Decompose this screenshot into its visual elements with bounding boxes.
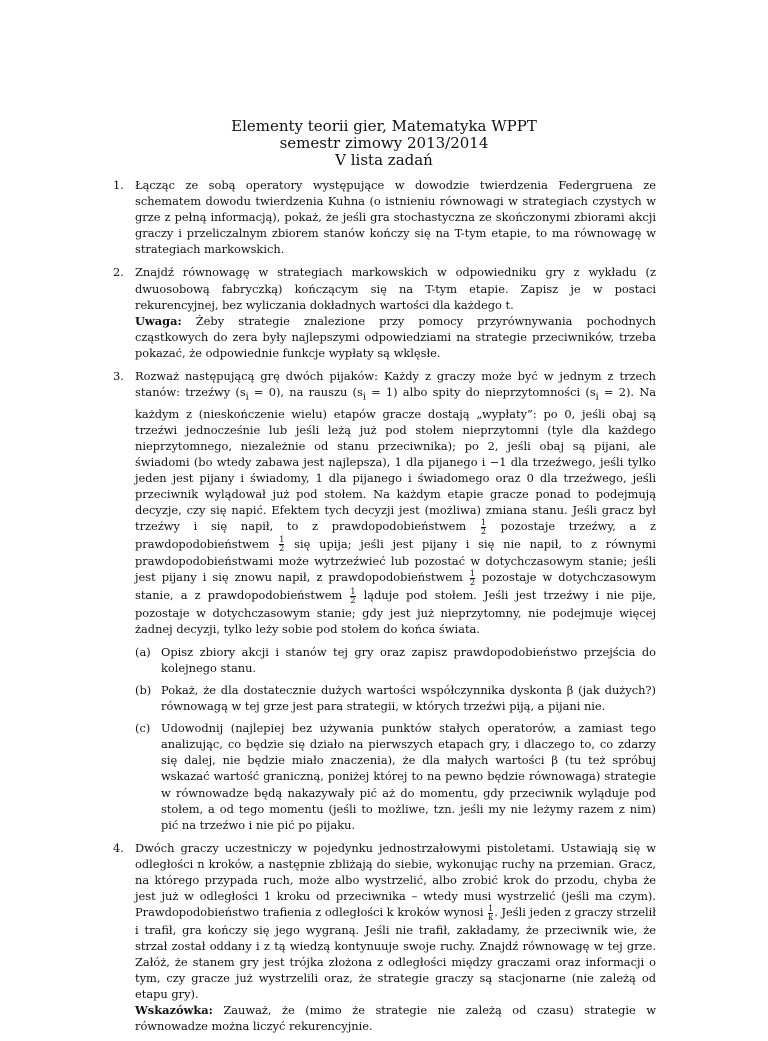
- text-segment: = 0), na rauszu (s: [248, 385, 363, 400]
- fraction-half: $\frac{1}{2}$: [480, 517, 486, 536]
- text-segment: pozostaje w dotychczasowym stanie, a z prawdopodobieństwem: [135, 570, 657, 603]
- subproblem-label: (c): [135, 721, 151, 736]
- problem-1: [113, 177, 656, 257]
- text-segment: ląduje pod stołem. Jeśli jest trzeźwy i nie pije, pozostaje w dotychczasowym stanie; gdy jest już nieprzytomny, nie podejmuje więcej żadnej decyzji, tylko leży sobie pod stołem do końca świata.: [135, 588, 657, 636]
- subproblem-text: Udowodnij (najlepiej bez używania punktów stałych operatorów, a zamiast tego analizując, co będzie się działo na pierwszych etapach gry, i dlaczego to, co zdarzy się dalej, nie będzie miało znaczenia), że dla małych wartości β (tu też spróbuj wskazać wartość graniczną, poniżej której to na pewno będzie równowaga) strategie w równowadze będą nakazywały pić aż do momentu, gdy przeciwnik wyląduje pod stołem, a od tego momentu (jeśli to możliwe, tzn. jeśli my nie leżymy razem z nim) pić na trzeźwo i nie pić po pijaku.: [161, 721, 656, 832]
- list-title: V lista zadań: [335, 151, 433, 169]
- course-title: Elementy teorii gier, Matematyka WPPT: [231, 117, 537, 135]
- problem-note: [135, 313, 656, 361]
- problem-text: [135, 368, 656, 637]
- problem-number: 3.: [113, 369, 124, 384]
- problem-hint: [135, 1002, 656, 1034]
- semester: semestr zimowy 2013/2014: [279, 134, 489, 152]
- problem-number: 2.: [113, 265, 124, 280]
- text-segment: Rozważ następującą grę dwóch pijaków: Każdy z graczy może być w jednym z trzech stanów: trzeźwy (s: [135, 369, 656, 400]
- problem-text: Znajdź równowagę w strategiach markowskich w odpowiedniku gry z wykładu (z dwuosobową fabryczką) kończącym się na T-tym etapie. Zapisz je w postaci rekurencyjnej, bez wyliczania dokładnych wartości dla każdego t.: [135, 265, 656, 312]
- problem-text: Łącząc ze sobą operatory występujące w dowodzie twierdzenia Federgruena ze schematem dowodu twierdzenia Kuhna (o istnieniu równowagi w strategiach czystych w grze z pełną informacją), pokaż, że jeśli gra stochastyczna ze skończonymi zbiorami akcji graczy i przeliczalnym zbiorem stanów kończy się na T-tym etapie, to ma równowagę w strategiach markowskich.: [135, 178, 656, 257]
- problem-text: [135, 840, 656, 1002]
- text-segment: = 1) albo spity do nieprzytomności (s: [365, 385, 596, 400]
- fraction-half: $\frac{1}{2}$: [350, 586, 356, 605]
- fraction-half: $\frac{1}{2}$: [469, 569, 475, 588]
- subproblem-label: (b): [135, 683, 152, 697]
- hint-label: Wskazówka:: [135, 1003, 213, 1018]
- text-segment: = 2). Na każdym z (nieskończenie wielu) etapów gracze dostają „wypłaty”: po 0, jeśli obaj są trzeźwi jednocześnie lub jeśli leżą już pod stołem nieprzytomni (tyle dla każdego nieprzytomnego, niezależnie od stanu przeciwnika); po 2, jeśli obaj są pijani, ale świadomi (bo wtedy zabawa jest najlepsza), 1 dla pijanego i −1 dla trzeźwego, jeśli tylko jeden jest pijany i świadomy, 1 dla pijanego i świadomego oraz 0 dla trzeźwego, jeśli przeciwnik wylądował już pod stołem. Na każdym etapie gracze ponad to podejmują decyzje, czy się napić. Efektem tych decyzji jest (możliwa) zmiana stanu. Jeśli gracz był trzeźwy i się napił, to z prawdopodobieństwem: [135, 385, 656, 534]
- fraction-one-over-k: $\frac{1}{k}$: [488, 903, 494, 922]
- problem-list: [113, 177, 656, 1041]
- subproblem-c: [135, 720, 656, 833]
- note-text: Żeby strategie znalezione przy pomocy przyrównywania pochodnych cząstkowych do zera były najlepszymi odpowiedziami na strategie przeciwników, trzeba pokazać, że odpowiednie funkcje wypłaty są wklęsłe.: [135, 313, 656, 360]
- subproblem-text: Opisz zbiory akcji i stanów tej gry oraz zapisz prawdopodobieństwo przejścia do kolejnego stanu.: [161, 644, 656, 675]
- text-segment: pozostaje trzeźwy, a z prawdopodobieństwem: [135, 519, 657, 551]
- subproblem-text: Pokaż, że dla dostatecznie dużych wartości współczynnika dyskonta β (jak dużych?) równowagą w tej grze jest para strategii, w których trzeźwi piją, a pijani nie.: [161, 683, 656, 714]
- document-header: [0, 118, 768, 169]
- note-label: Uwaga:: [135, 313, 182, 328]
- hint-text: Zauważ, że (mimo że strategie nie zależą od czasu) strategie w równowadze można liczyć rekurencyjnie.: [135, 1003, 656, 1034]
- subproblem-b: [135, 682, 656, 714]
- text-segment: Dwóch graczy uczestniczy w pojedynku jednostrzałowymi pistoletami. Ustawiają się w odległości n kroków, a następnie zbliżają do siebie, wykonując ruchy na przemian. Gracz, na którego przypada ruch, może albo wystrzelić, albo zrobić krok do przodu, chyba że jest już w odległości 1 kroku od przeciwnika – wtedy musi wystrzelić (jeśli ma czym). Prawdopodobieństwo trafienia z odległości k kroków wynosi: [135, 840, 656, 920]
- subproblem-a: [135, 644, 656, 676]
- problem-4: [113, 840, 656, 1035]
- subscript: i: [245, 391, 249, 403]
- problem-number: 1.: [113, 178, 124, 192]
- fraction-half: $\frac{1}{2}$: [279, 535, 285, 554]
- problem-number: 4.: [113, 840, 124, 855]
- subscript: i: [595, 391, 599, 403]
- subscript: i: [362, 391, 366, 403]
- text-segment: . Jeśli jeden z graczy strzelił i trafił, gra kończy się jego wygraną. Jeśli nie trafił, zakładamy, że przeciwnik wie, że strzał został oddany i z tą wiedzą kontynuuje swoje ruchy. Znajdź równowagę w tej grze. Załóż, że stanem gry jest trójka złożona z odległości między graczami oraz informacji o tym, czy gracze już wystrzelili oraz, że strategie graczy są stacjonarne (nie zależą od etapu gry).: [135, 905, 656, 1002]
- problem-3: [113, 368, 656, 833]
- subproblem-list: [135, 644, 656, 833]
- problem-2: [113, 264, 656, 361]
- text-segment: się upija; jeśli jest pijany i się nie napił, to z równymi prawdopodobieństwami może wytrzeźwieć lub pozostać w dotychczasowym stanie; jeśli jest pijany i się znowu napił, z prawdopodobieństwem: [135, 536, 657, 585]
- subproblem-label: (a): [135, 644, 151, 659]
